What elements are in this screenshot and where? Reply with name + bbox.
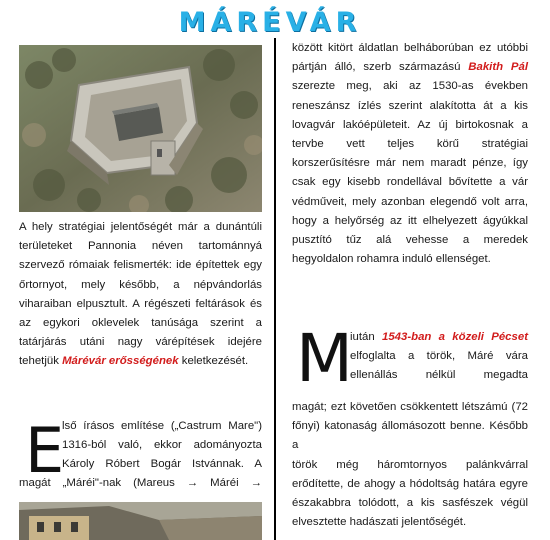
text-line: reneszánsz ízlés szerint alakította át a kis (292, 99, 528, 112)
text-line: főnyi) katonaság állomásozott benne. Később a (292, 420, 528, 452)
text-line: elfoglalta a török, Máré vára (350, 350, 528, 363)
ottoman-paragraph (350, 328, 528, 386)
text-line: erődítette, de ahogy a hódoltság határa egyre (292, 477, 528, 490)
page-title: MÁRÉVÁR (178, 7, 362, 38)
continuation-paragraph (292, 39, 528, 269)
text-line: elvesztette hadászati jelentőségét. (292, 516, 467, 529)
text-line: magát „Máréi"-nak (Mareus → Máréi → (19, 477, 262, 489)
castle-building-photo (19, 502, 262, 540)
text-fragment: keletkezését. (178, 355, 249, 368)
text-line: pusztító tűz alá vehesse a meredek (292, 234, 528, 247)
highlight-text: 1543-ban a közeli Pécset (382, 331, 528, 343)
castle-aerial-photo (19, 45, 262, 212)
text-line: magát; ezt követően csökkentett létszámú (72 (292, 401, 528, 413)
text-line: tatárjárás utáni nagy várépítések idejére (19, 336, 262, 349)
text-line: A hely stratégiai jelentőségét már a dunántúli (19, 221, 262, 233)
text-line: védműveit, mely azonban elegendő volt arra, (292, 195, 528, 208)
text-line: ellenállás nélkül megadta (350, 369, 528, 382)
text-line (19, 352, 262, 371)
text-line: 1316-ból való, ekkor adományozta (62, 439, 262, 452)
text-line: északabbra tolódott, a kis sasfészek végül (292, 497, 528, 510)
text-line (350, 328, 528, 347)
text-line: viharaiban elpusztult. A régészeti feltárások és (19, 297, 262, 310)
text-line: csak egy kisebb rondellával bővítette a vár (292, 176, 528, 189)
ottoman-paragraph-cont (292, 398, 528, 532)
text-fragment: tehetjük (19, 355, 63, 368)
highlight-text: Márévár erősségének (62, 355, 179, 368)
text-fragment: pártján álló, szerb származású (292, 61, 469, 74)
text-line: lovagvár lakóépületeit. Az új birtokosnak a (292, 118, 528, 131)
text-line: az egykori oklevelek tanúsága szerint a (19, 317, 262, 330)
highlight-text: Bakith Pál (468, 61, 528, 74)
text-line: korszerűsítésre már nem maradt pénze, így (292, 157, 528, 170)
text-line: török még háromtornyos palánkvárral (292, 458, 528, 471)
dropcap-e: E (25, 414, 65, 487)
text-line: hogy a helyőrség az itt elhelyezett ágyúkkal (292, 214, 528, 227)
intro-paragraph (19, 218, 262, 372)
text-line: között kitört áldatlan belháborúban ez utóbbi (292, 42, 528, 54)
text-line: tervbe vett teljes körű stratégiai (292, 138, 528, 151)
castle-aerial-illustration (19, 45, 262, 212)
text-line (292, 58, 528, 77)
text-line: szerezte meg, aki az 1530-as években (292, 80, 528, 93)
text-fragment: iután (350, 331, 382, 343)
history-paragraph (62, 417, 262, 475)
dropcap-m: M (296, 320, 353, 397)
castle-building-illustration (19, 502, 262, 540)
text-line: lső írásos említése („Castrum Mare") (62, 420, 262, 432)
column-divider (274, 38, 276, 540)
text-line: területeket Pannonia néven tartománnyá (19, 240, 262, 253)
history-paragraph-cont (19, 474, 262, 493)
text-line: Károly Róbert Bogár Istvánnak. A (62, 458, 262, 471)
text-line: szervező rómaiak felismerték: ide építettek egy (19, 259, 262, 272)
text-line: hegyoldalon rohamra induló ellenséget. (292, 253, 491, 266)
text-line: őrtornyot, mely később, a népvándorlás (19, 278, 262, 291)
